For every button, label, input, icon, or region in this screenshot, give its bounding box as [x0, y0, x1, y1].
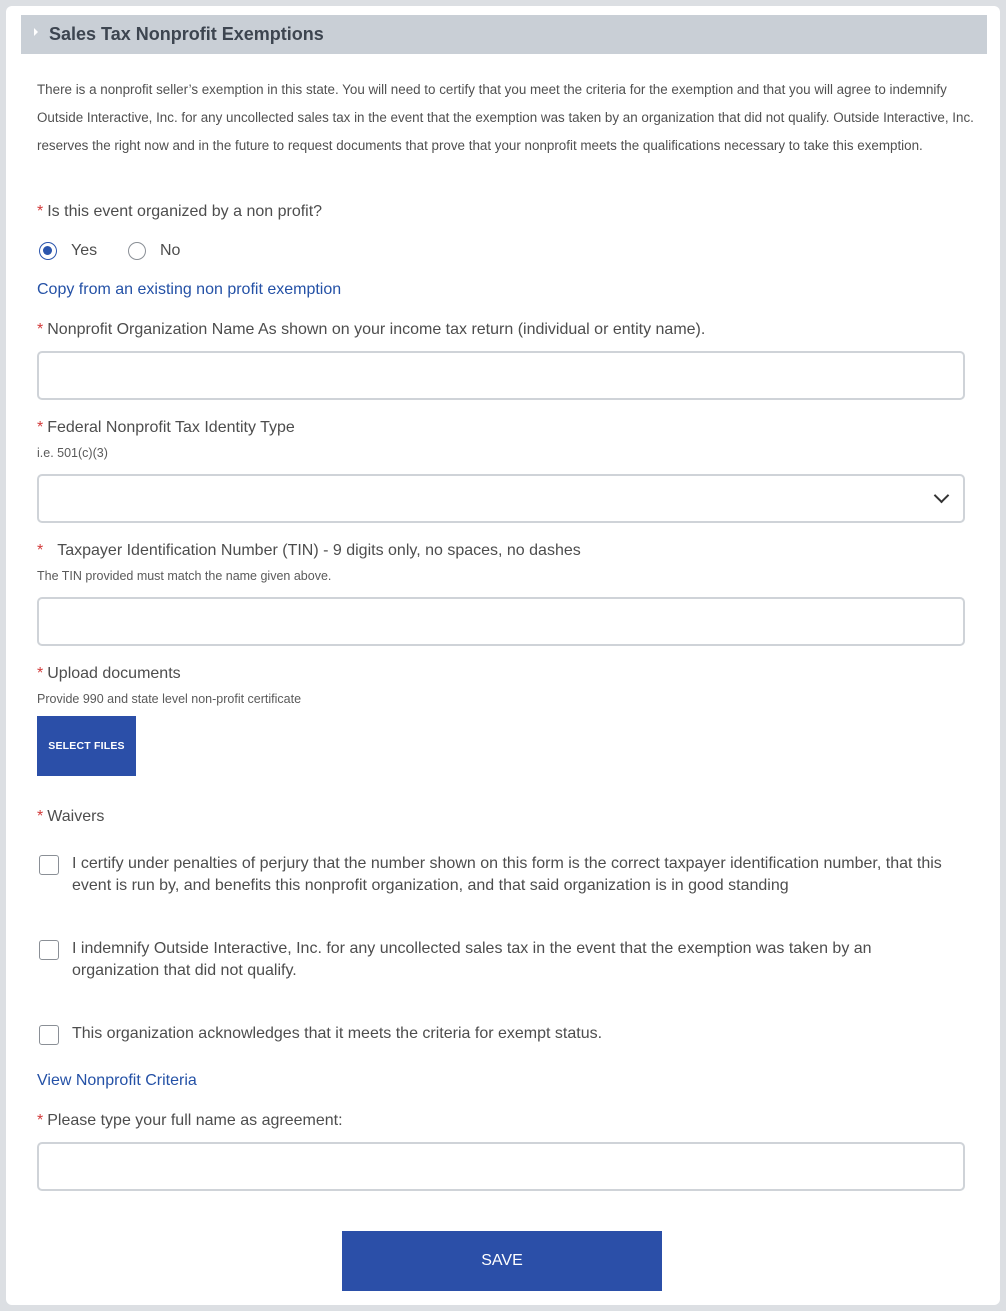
select-files-button[interactable]: SELECT FILES: [37, 716, 136, 776]
required-asterisk: *: [37, 808, 44, 825]
radio-yes[interactable]: [39, 242, 57, 260]
section-title: Sales Tax Nonprofit Exemptions: [49, 24, 324, 44]
radio-selected-dot: [43, 246, 52, 255]
upload-label: * Upload documents: [37, 665, 181, 682]
tin-label: * Taxpayer Identification Number (TIN) - 9 digits only, no spaces, no dashes: [37, 542, 581, 559]
tax-identity-hint: i.e. 501(c)(3): [37, 446, 108, 460]
tax-identity-select[interactable]: [37, 474, 965, 523]
agreement-name-input[interactable]: [37, 1142, 965, 1191]
chevron-down-icon: [934, 488, 950, 504]
tax-identity-label: * Federal Nonprofit Tax Identity Type: [37, 419, 295, 436]
required-asterisk: *: [37, 665, 44, 682]
waiver-checkbox-indemnify[interactable]: [39, 940, 59, 960]
waiver-text-indemnify: I indemnify Outside Interactive, Inc. for any uncollected sales tax in the event that the exemption was taken by an organization that did not qualify.: [72, 940, 872, 979]
waiver-checkbox-certify[interactable]: [39, 855, 59, 875]
exemption-panel: [6, 6, 1000, 1305]
required-asterisk: *: [37, 321, 44, 338]
caret-right-icon: [34, 28, 38, 36]
intro-text: There is a nonprofit seller’s exemption in this state. You will need to certify that you meet the criteria for the exemption and that you will agree to indemnify Outside Interactive, Inc. for any uncollected sales tax in the event that the exemption was taken by an organization that did not qualify. Outside Interactive, Inc. reserves the right now and in the future to request documents that prove that your nonprofit meets the qualifications necessary to take this exemption.: [37, 82, 974, 153]
required-asterisk: *: [37, 542, 44, 559]
waiver-text-certify: I certify under penalties of perjury that the number shown on this form is the correct taxpayer identification number, that this event is run by, and benefits this nonprofit organization, and that said organization is in good standing: [72, 855, 942, 894]
required-asterisk: *: [37, 1112, 44, 1129]
save-button[interactable]: SAVE: [342, 1231, 662, 1291]
view-criteria-link[interactable]: View Nonprofit Criteria: [37, 1072, 197, 1089]
agreement-label: * Please type your full name as agreement:: [37, 1112, 343, 1129]
required-asterisk: *: [37, 419, 44, 436]
waiver-checkbox-acknowledge[interactable]: [39, 1025, 59, 1045]
required-asterisk: *: [37, 203, 44, 220]
radio-no-label[interactable]: No: [160, 242, 181, 259]
nonprofit-question-label: * Is this event organized by a non profit?: [37, 203, 323, 220]
radio-yes-label[interactable]: Yes: [71, 242, 98, 259]
org-name-input[interactable]: [37, 351, 965, 400]
upload-hint: Provide 990 and state level non-profit certificate: [37, 692, 302, 706]
tin-input[interactable]: [37, 597, 965, 646]
radio-no[interactable]: [128, 242, 146, 260]
waiver-text-acknowledge: This organization acknowledges that it meets the criteria for exempt status.: [72, 1025, 603, 1042]
section-header[interactable]: [21, 15, 987, 54]
copy-exemption-link[interactable]: Copy from an existing non profit exemption: [37, 281, 342, 298]
waivers-label: * Waivers: [37, 808, 105, 825]
tin-hint: The TIN provided must match the name given above.: [37, 569, 332, 583]
org-name-label: * Nonprofit Organization Name As shown on your income tax return (individual or entity name).: [37, 321, 706, 338]
